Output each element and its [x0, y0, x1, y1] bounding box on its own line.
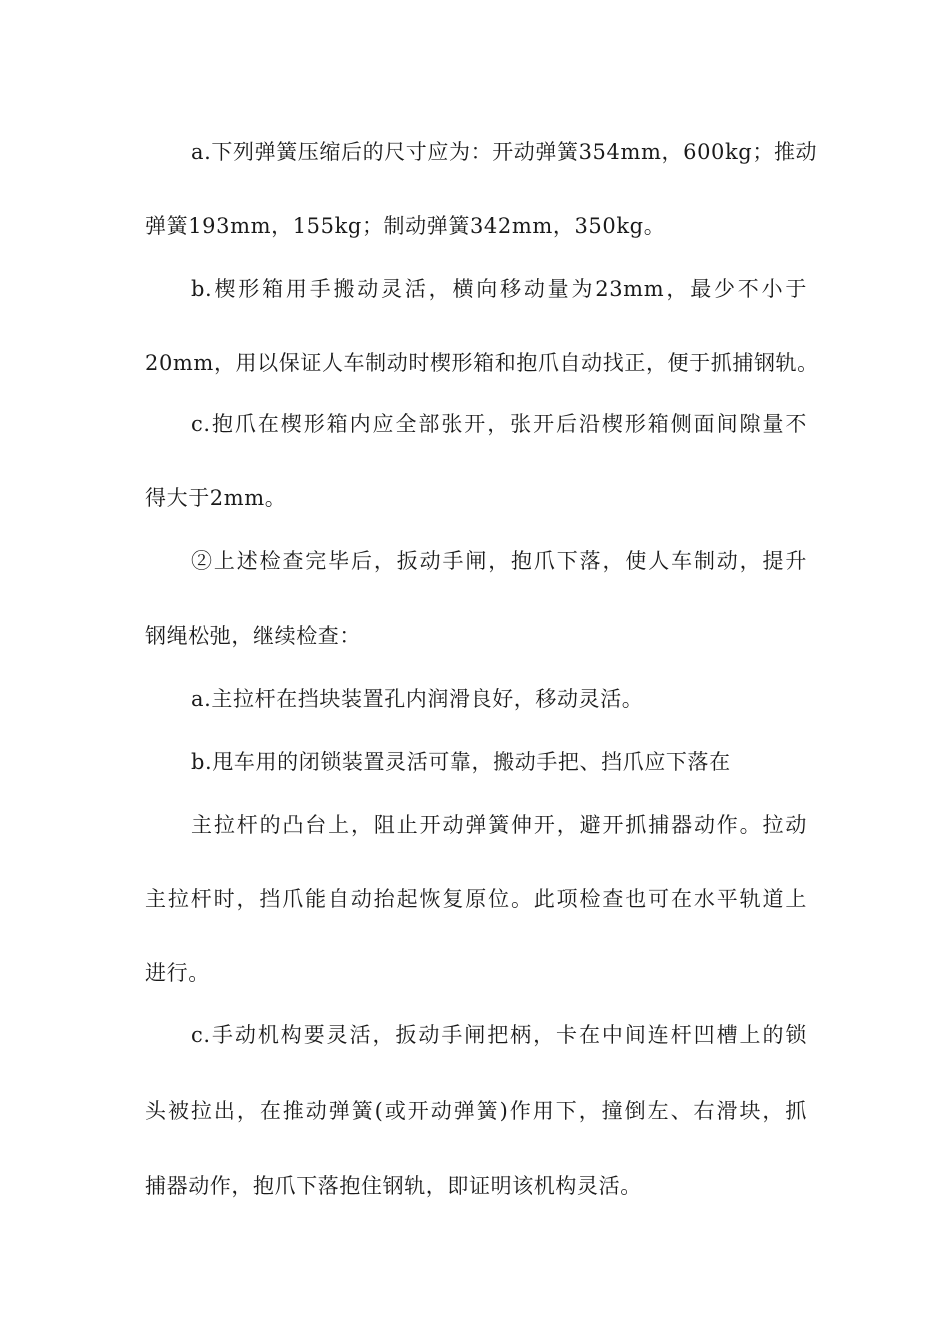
text-line: 钢绳松弛，继续检查：	[145, 624, 361, 648]
text-line: 得大于2mm。	[145, 486, 287, 510]
text-line: b.甩车用的闭锁装置灵活可靠，搬动手把、挡爪应下落在	[191, 750, 731, 774]
text-line: 主拉杆时，挡爪能自动抬起恢复原位。此项检查也可在水平轨道上	[145, 887, 807, 911]
text-line: a.主拉杆在挡块装置孔内润滑良好，移动灵活。	[191, 687, 644, 711]
text-line: 头被拉出，在推动弹簧(或开动弹簧)作用下，撞倒左、右滑块，抓	[145, 1099, 807, 1123]
text-line: ②上述检查完毕后，扳动手闸，抱爪下落，使人车制动，提升	[191, 549, 807, 573]
text-line: 进行。	[145, 961, 210, 985]
text-line: c.抱爪在楔形箱内应全部张开，张开后沿楔形箱侧面间隙量不	[191, 412, 807, 436]
text-line: a.下列弹簧压缩后的尺寸应为：开动弹簧354mm，600kg；推动	[191, 140, 818, 164]
text-line: 弹簧193mm，155kg；制动弹簧342mm，350kg。	[145, 214, 666, 238]
text-line: b.楔形箱用手搬动灵活，横向移动量为23mm，最少不小于	[191, 277, 807, 301]
text-line: 主拉杆的凸台上，阻止开动弹簧伸开，避开抓捕器动作。拉动	[191, 813, 807, 837]
text-line: 20mm，用以保证人车制动时楔形箱和抱爪自动找正，便于抓捕钢轨。	[145, 351, 819, 375]
text-line: 捕器动作，抱爪下落抱住钢轨，即证明该机构灵活。	[145, 1174, 642, 1198]
text-line: c.手动机构要灵活，扳动手闸把柄，卡在中间连杆凹槽上的锁	[191, 1023, 807, 1047]
